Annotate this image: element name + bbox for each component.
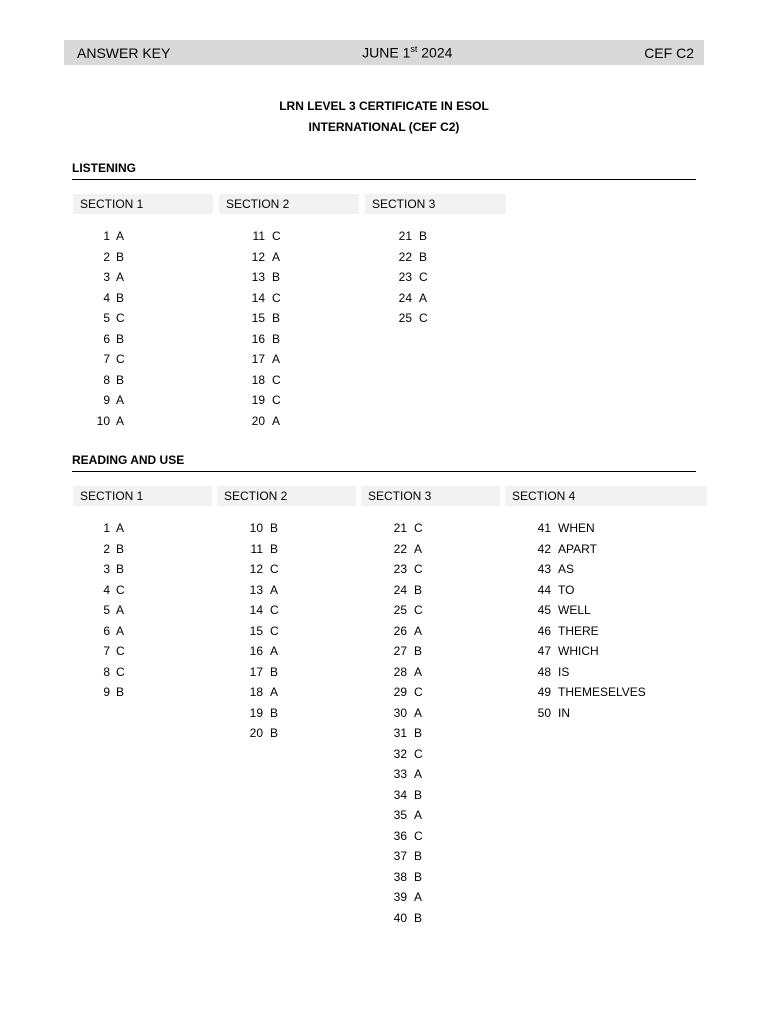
question-number: 35 xyxy=(393,808,407,822)
answer-value: C xyxy=(419,311,428,325)
reading-section-2-answers xyxy=(243,518,279,744)
answer-value: WELL xyxy=(558,603,591,617)
question-number: 15 xyxy=(249,623,263,638)
answer-row xyxy=(90,247,125,268)
listening-section-1-header: SECTION 1 xyxy=(73,194,213,214)
answer-value: B xyxy=(414,582,423,597)
answer-row xyxy=(392,267,428,288)
answer-value: B xyxy=(414,869,423,884)
answer-row xyxy=(90,267,125,288)
answer-row xyxy=(387,600,423,621)
answer-value: A xyxy=(116,270,125,284)
listening-section-3-header: SECTION 3 xyxy=(365,194,506,214)
answer-value: C xyxy=(414,562,423,576)
answer-row xyxy=(90,621,125,642)
answer-value: AS xyxy=(558,562,575,576)
question-number: 30 xyxy=(393,705,407,720)
answer-row xyxy=(531,559,646,580)
question-number: 34 xyxy=(393,787,407,802)
reading-section-1-header: SECTION 1 xyxy=(73,486,212,506)
answer-value: IS xyxy=(558,664,570,679)
answer-row xyxy=(387,539,423,560)
question-number: 1 xyxy=(103,229,110,243)
answer-row xyxy=(90,329,125,350)
answer-row xyxy=(90,370,125,391)
question-number: 6 xyxy=(103,331,110,346)
answer-value: B xyxy=(414,910,423,925)
answer-value: B xyxy=(116,562,125,576)
question-number: 20 xyxy=(249,726,263,740)
listening-section-2-header: SECTION 2 xyxy=(219,194,359,214)
reading-section-1-answers xyxy=(90,518,125,703)
listening-heading: LISTENING xyxy=(72,161,696,180)
answer-value: C xyxy=(116,311,125,325)
answer-value: B xyxy=(270,664,279,679)
answer-value: C xyxy=(270,603,279,617)
answer-row xyxy=(387,559,423,580)
reading-section-3-header: SECTION 3 xyxy=(361,486,500,506)
answer-value: B xyxy=(414,787,423,802)
answer-row xyxy=(90,411,125,432)
answer-row xyxy=(245,329,281,350)
answer-row xyxy=(387,518,423,539)
question-number: 11 xyxy=(252,229,265,243)
question-number: 10 xyxy=(249,521,263,535)
answer-row xyxy=(387,846,423,867)
answer-row xyxy=(531,621,646,642)
question-number: 21 xyxy=(398,229,412,243)
question-number: 7 xyxy=(103,352,110,366)
answer-value: B xyxy=(270,705,279,720)
answer-row xyxy=(90,600,125,621)
answer-value: A xyxy=(419,290,428,305)
answer-row xyxy=(90,390,125,411)
question-number: 29 xyxy=(393,685,407,699)
listening-section-2-answers xyxy=(245,226,281,431)
answer-value: C xyxy=(116,582,125,597)
answer-value: B xyxy=(272,331,281,346)
answer-value: A xyxy=(116,413,125,428)
header-right: CEF C2 xyxy=(644,44,694,61)
answer-row xyxy=(243,662,279,683)
question-number: 48 xyxy=(537,664,551,679)
answer-value: C xyxy=(270,562,279,576)
question-number: 36 xyxy=(393,828,407,843)
question-number: 23 xyxy=(393,562,407,576)
answer-row xyxy=(245,288,281,309)
question-number: 19 xyxy=(251,393,265,407)
answer-row xyxy=(387,641,423,662)
answer-value: B xyxy=(272,311,281,325)
question-number: 5 xyxy=(103,311,110,325)
answer-row xyxy=(387,764,423,785)
answer-row xyxy=(387,744,423,765)
question-number: 12 xyxy=(249,562,263,576)
question-number: 32 xyxy=(393,746,407,761)
question-number: 39 xyxy=(393,890,407,904)
answer-row xyxy=(531,518,646,539)
answer-row xyxy=(90,518,125,539)
answer-row xyxy=(90,226,125,247)
question-number: 4 xyxy=(103,290,110,305)
answer-value: A xyxy=(414,890,423,904)
answer-row xyxy=(531,662,646,683)
question-number: 2 xyxy=(103,249,110,264)
answer-value: A xyxy=(414,808,423,822)
answer-value: C xyxy=(272,229,281,243)
question-number: 40 xyxy=(393,910,407,925)
answer-value: B xyxy=(414,644,423,658)
answer-row xyxy=(243,580,279,601)
answer-row xyxy=(387,785,423,806)
answer-row xyxy=(243,682,279,703)
question-number: 19 xyxy=(249,705,263,720)
listening-section-3-answers xyxy=(392,226,428,329)
question-number: 12 xyxy=(251,249,265,264)
question-number: 23 xyxy=(398,270,412,284)
answer-value: A xyxy=(270,644,279,658)
question-number: 46 xyxy=(537,623,551,638)
answer-row xyxy=(387,703,423,724)
question-number: 27 xyxy=(393,644,407,658)
reading-section-3-answers xyxy=(387,518,423,928)
document-title-line2: INTERNATIONAL (CEF C2) xyxy=(308,120,460,134)
question-number: 8 xyxy=(103,664,110,679)
answer-value: A xyxy=(414,541,423,556)
reading-heading: READING AND USE xyxy=(72,453,696,472)
answer-value: C xyxy=(272,393,281,407)
question-number: 9 xyxy=(103,393,110,407)
header-date-prefix: JUNE 1 xyxy=(362,44,411,61)
answer-value: C xyxy=(414,828,423,843)
question-number: 5 xyxy=(103,603,110,617)
answer-row xyxy=(531,682,646,703)
answer-row xyxy=(90,349,125,370)
question-number: 49 xyxy=(537,685,551,699)
answer-value: C xyxy=(116,644,125,658)
answer-row xyxy=(90,288,125,309)
answer-value: TO xyxy=(558,582,575,597)
question-number: 17 xyxy=(249,664,263,679)
answer-value: B xyxy=(116,372,125,387)
answer-value: A xyxy=(116,229,125,243)
document-title-line1: LRN LEVEL 3 CERTIFICATE IN ESOL xyxy=(279,99,489,113)
answer-value: A xyxy=(414,767,423,781)
answer-value: B xyxy=(414,726,423,740)
answer-row xyxy=(245,308,281,329)
question-number: 11 xyxy=(250,541,263,556)
question-number: 50 xyxy=(537,705,551,720)
answer-value: C xyxy=(414,746,423,761)
question-number: 44 xyxy=(537,582,551,597)
answer-value: B xyxy=(272,270,281,284)
question-number: 22 xyxy=(393,541,407,556)
question-number: 25 xyxy=(393,603,407,617)
answer-row xyxy=(245,411,281,432)
question-number: 47 xyxy=(537,644,551,658)
answer-row xyxy=(245,226,281,247)
answer-row xyxy=(90,662,125,683)
answer-row xyxy=(387,867,423,888)
header-date-ordinal: st xyxy=(410,44,418,55)
answer-value: A xyxy=(116,603,125,617)
answer-row xyxy=(392,247,428,268)
answer-value: C xyxy=(116,664,125,679)
question-number: 42 xyxy=(537,541,551,556)
answer-value: A xyxy=(270,685,279,699)
reading-section-4-answers xyxy=(531,518,646,723)
question-number: 45 xyxy=(537,603,551,617)
answer-value: B xyxy=(270,521,279,535)
answer-value: C xyxy=(270,623,279,638)
answer-row xyxy=(387,580,423,601)
answer-row xyxy=(531,641,646,662)
question-number: 31 xyxy=(393,726,407,740)
question-number: 13 xyxy=(251,270,265,284)
question-number: 7 xyxy=(103,644,110,658)
answer-row xyxy=(243,621,279,642)
answer-row xyxy=(387,887,423,908)
header-date xyxy=(362,44,452,61)
question-number: 3 xyxy=(103,270,110,284)
question-number: 16 xyxy=(249,644,263,658)
answer-value: WHICH xyxy=(558,644,599,658)
question-number: 18 xyxy=(251,372,265,387)
question-number: 15 xyxy=(251,311,265,325)
question-number: 37 xyxy=(393,849,407,863)
answer-value: IN xyxy=(558,705,570,720)
answer-value: A xyxy=(414,623,423,638)
answer-value: THERE xyxy=(558,623,599,638)
question-number: 4 xyxy=(103,582,110,597)
answer-row xyxy=(387,805,423,826)
question-number: 24 xyxy=(393,582,407,597)
question-number: 25 xyxy=(398,311,412,325)
question-number: 9 xyxy=(103,685,110,699)
question-number: 43 xyxy=(537,562,551,576)
answer-value: B xyxy=(270,541,279,556)
answer-row xyxy=(245,390,281,411)
question-number: 3 xyxy=(103,562,110,576)
question-number: 16 xyxy=(251,331,265,346)
question-number: 28 xyxy=(393,664,407,679)
question-number: 38 xyxy=(393,869,407,884)
answer-row xyxy=(387,908,423,929)
answer-value: A xyxy=(414,664,423,679)
answer-value: B xyxy=(270,726,279,740)
answer-value: C xyxy=(419,270,428,284)
answer-row xyxy=(531,539,646,560)
answer-value: B xyxy=(116,541,125,556)
reading-section-2-header: SECTION 2 xyxy=(217,486,356,506)
answer-row xyxy=(387,723,423,744)
answer-row xyxy=(392,308,428,329)
answer-row xyxy=(90,559,125,580)
answer-row xyxy=(531,600,646,621)
answer-row xyxy=(392,288,428,309)
question-number: 6 xyxy=(103,623,110,638)
answer-value: B xyxy=(116,331,125,346)
answer-value: A xyxy=(116,623,125,638)
answer-value: B xyxy=(116,249,125,264)
answer-row xyxy=(243,600,279,621)
answer-value: A xyxy=(116,393,125,407)
question-number: 14 xyxy=(251,290,265,305)
question-number: 21 xyxy=(393,521,407,535)
answer-row xyxy=(243,559,279,580)
answer-value: THEMESELVES xyxy=(558,685,646,699)
question-number: 14 xyxy=(249,603,263,617)
question-number: 26 xyxy=(393,623,407,638)
question-number: 20 xyxy=(251,413,265,428)
answer-row xyxy=(90,682,125,703)
answer-value: C xyxy=(272,372,281,387)
question-number: 13 xyxy=(249,582,263,597)
answer-row xyxy=(90,539,125,560)
answer-row xyxy=(531,580,646,601)
answer-value: A xyxy=(272,413,281,428)
answer-row xyxy=(245,247,281,268)
answer-row xyxy=(387,826,423,847)
question-number: 41 xyxy=(537,521,551,535)
question-number: 24 xyxy=(398,290,412,305)
answer-value: APART xyxy=(558,541,597,556)
header-left: ANSWER KEY xyxy=(77,44,171,61)
answer-value: B xyxy=(419,229,428,243)
answer-value: B xyxy=(116,685,125,699)
question-number: 8 xyxy=(103,372,110,387)
answer-row xyxy=(90,580,125,601)
answer-row xyxy=(392,226,428,247)
listening-section-1-answers xyxy=(90,226,125,431)
answer-value: B xyxy=(419,249,428,264)
answer-row xyxy=(387,621,423,642)
answer-value: C xyxy=(414,603,423,617)
question-number: 10 xyxy=(96,413,110,428)
answer-value: A xyxy=(272,249,281,264)
answer-value: C xyxy=(272,290,281,305)
answer-row xyxy=(243,641,279,662)
answer-row xyxy=(90,641,125,662)
answer-value: B xyxy=(116,290,125,305)
answer-row xyxy=(243,539,279,560)
question-number: 22 xyxy=(398,249,412,264)
answer-row xyxy=(245,267,281,288)
header-date-suffix: 2024 xyxy=(417,44,453,61)
answer-value: C xyxy=(414,685,423,699)
question-number: 17 xyxy=(251,352,265,366)
answer-value: WHEN xyxy=(558,521,595,535)
question-number: 18 xyxy=(249,685,263,699)
answer-row xyxy=(243,723,279,744)
answer-value: B xyxy=(414,849,423,863)
answer-row xyxy=(245,349,281,370)
page-header xyxy=(64,40,704,65)
answer-value: C xyxy=(414,521,423,535)
reading-section-4-header: SECTION 4 xyxy=(505,486,707,506)
answer-value: A xyxy=(272,352,281,366)
answer-row xyxy=(243,703,279,724)
answer-row xyxy=(387,682,423,703)
question-number: 2 xyxy=(103,541,110,556)
question-number: 33 xyxy=(393,767,407,781)
answer-row xyxy=(90,308,125,329)
answer-value: A xyxy=(414,705,423,720)
answer-row xyxy=(387,662,423,683)
answer-row xyxy=(531,703,646,724)
answer-value: A xyxy=(116,521,125,535)
answer-value: C xyxy=(116,352,125,366)
answer-row xyxy=(245,370,281,391)
answer-row xyxy=(243,518,279,539)
question-number: 1 xyxy=(103,521,110,535)
answer-value: A xyxy=(270,582,279,597)
